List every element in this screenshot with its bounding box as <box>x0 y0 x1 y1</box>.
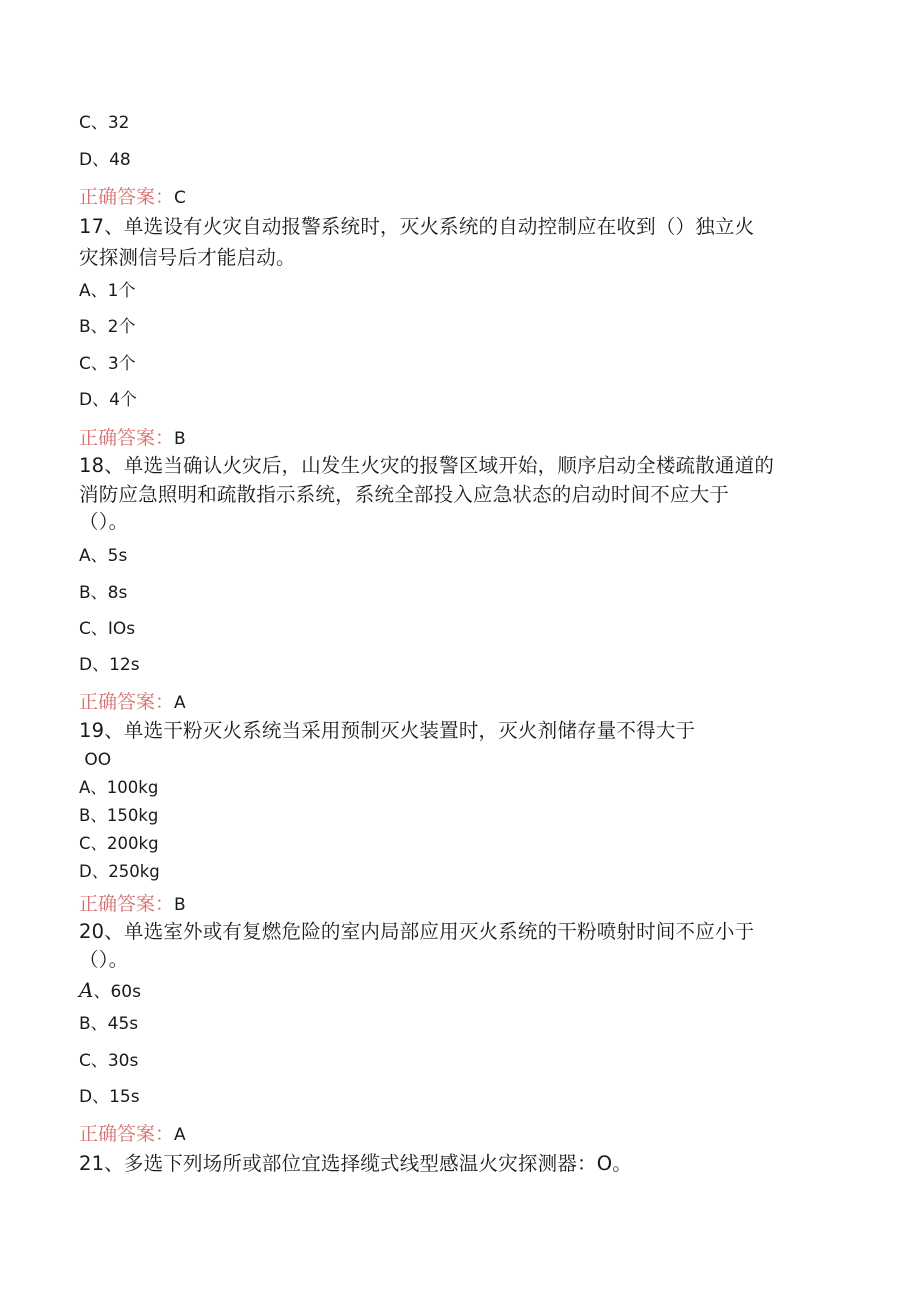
answer-value: C <box>174 188 186 208</box>
question-20-line-1: 20、单选室外或有复燃危险的室内局部应用灭火系统的干粉喷射时间不应小于 <box>79 920 755 943</box>
answer-line <box>79 188 186 207</box>
answer-value: A <box>174 1125 186 1145</box>
answer-line <box>79 895 186 914</box>
option-b: B、8s <box>79 583 128 603</box>
question-17-line-1: 17、单选设有火灾自动报警系统时，灭火系统的自动控制应在收到（）独立火 <box>79 215 755 238</box>
option-a-letter: A <box>79 978 94 1002</box>
option-c: C、IOs <box>79 619 136 639</box>
question-18-line-3: （）。 <box>79 510 129 533</box>
answer-label: 正确答案： <box>79 427 175 449</box>
question-20-line-2: （）。 <box>79 948 129 971</box>
option-d: D、12s <box>79 655 140 675</box>
answer-value: A <box>174 693 186 713</box>
option-d: D、4个 <box>79 390 137 410</box>
option-b: B、45s <box>79 1014 139 1034</box>
question-17-line-2: 灾探测信号后才能启动。 <box>79 246 296 269</box>
option-c: C、3个 <box>79 354 136 374</box>
question-19-line-2: OO <box>79 750 112 770</box>
answer-label: 正确答案： <box>79 691 175 713</box>
answer-line <box>79 1125 186 1144</box>
option-c: C、30s <box>79 1051 139 1071</box>
option-c: C、32 <box>79 113 130 133</box>
answer-label: 正确答案： <box>79 893 175 915</box>
answer-label: 正确答案： <box>79 1123 175 1145</box>
answer-value: B <box>174 895 186 915</box>
answer-line <box>79 429 186 448</box>
option-a-text: 、60s <box>93 982 141 1002</box>
answer-label: 正确答案： <box>79 186 175 208</box>
option-a: A、1个 <box>79 281 136 301</box>
answer-line <box>79 693 186 712</box>
option-a: A、5s <box>79 546 128 566</box>
option-d: D、48 <box>79 150 131 170</box>
question-21-line-1: 21、多选下列场所或部位宜选择缆式线型感温火灾探测器：O。 <box>79 1152 632 1175</box>
question-18-line-1: 18、单选当确认火灾后，山发生火灾的报警区域开始，顺序启动全楼疏散通道的 <box>79 454 775 477</box>
option-d: D、15s <box>79 1087 140 1107</box>
option-d: D、250kg <box>79 862 160 881</box>
question-18-line-2: 消防应急照明和疏散指示系统，系统全部投入应急状态的启动时间不应大于 <box>79 483 730 506</box>
option-b: B、2个 <box>79 317 136 337</box>
option-a <box>79 980 141 1001</box>
answer-value: B <box>174 429 186 449</box>
option-a: A、100kg <box>79 778 159 797</box>
option-c: C、200kg <box>79 834 159 853</box>
option-b: B、150kg <box>79 806 159 825</box>
question-19-line-1: 19、单选干粉灭火系统当采用预制灭火装置时，灭火剂储存量不得大于 <box>79 719 696 742</box>
